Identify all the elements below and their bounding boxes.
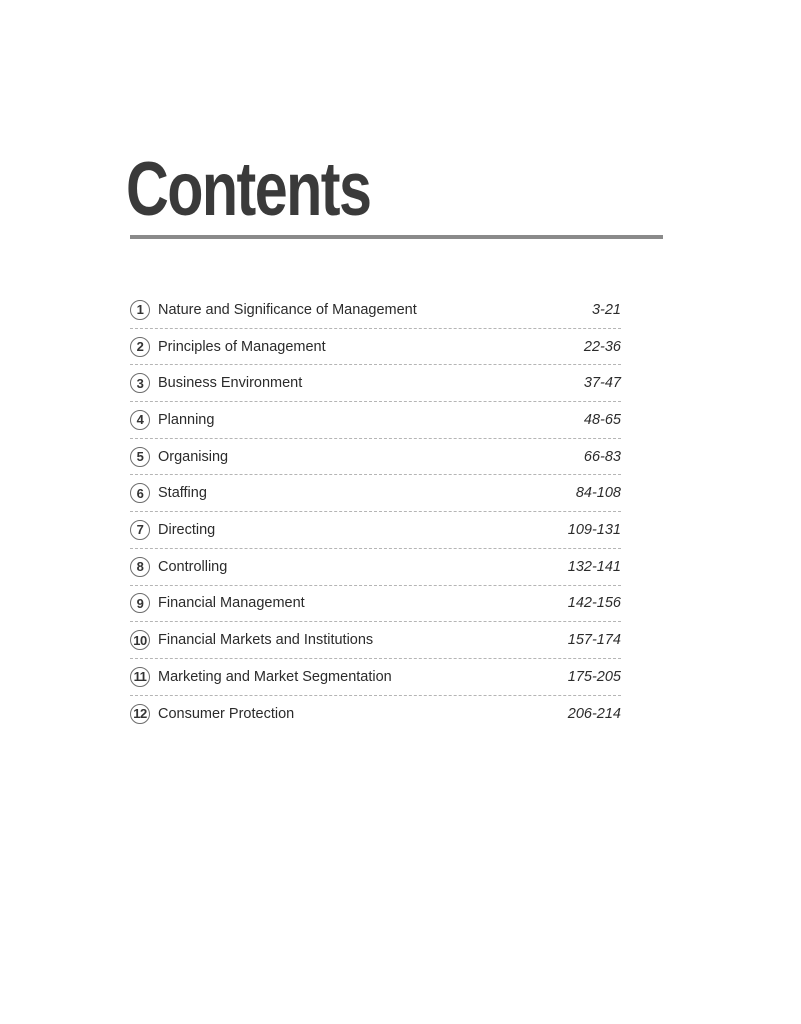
toc-entry-10[interactable] — [130, 622, 621, 659]
page-range: 206-214 — [567, 705, 621, 722]
toc-entry-1[interactable] — [130, 292, 621, 329]
chapter-number-badge: 6 — [130, 483, 150, 503]
page-range: 157-174 — [567, 632, 621, 649]
chapter-number-badge: 11 — [130, 667, 150, 687]
page-range: 175-205 — [567, 668, 621, 685]
toc-entry-8[interactable] — [130, 549, 621, 586]
chapter-title: Business Environment — [158, 375, 303, 392]
chapter-number-badge: 1 — [130, 300, 150, 320]
chapter-number-badge: 5 — [130, 447, 150, 467]
page-range: 48-65 — [583, 411, 621, 428]
page-title: Contents — [126, 147, 371, 232]
toc-entry-3[interactable] — [130, 365, 621, 402]
page-range: 84-108 — [575, 485, 621, 502]
page-range: 142-156 — [567, 595, 621, 612]
toc-entry-12[interactable] — [130, 696, 621, 733]
chapter-title: Principles of Management — [158, 338, 326, 355]
chapter-title: Nature and Significance of Management — [158, 301, 417, 318]
chapter-number-badge: 3 — [130, 373, 150, 393]
chapter-title: Staffing — [158, 485, 207, 502]
toc-entry-7[interactable] — [130, 512, 621, 549]
chapter-title: Financial Management — [158, 595, 305, 612]
chapter-number-badge: 12 — [130, 704, 150, 724]
table-of-contents — [130, 292, 621, 732]
chapter-title: Marketing and Market Segmentation — [158, 668, 392, 685]
page-range: 132-141 — [567, 558, 621, 575]
chapter-title: Organising — [158, 448, 229, 465]
title-rule — [130, 235, 663, 239]
chapter-number-badge: 10 — [130, 630, 150, 650]
toc-entry-4[interactable] — [130, 402, 621, 439]
chapter-title: Planning — [158, 411, 215, 428]
chapter-number-badge: 8 — [130, 557, 150, 577]
chapter-title: Directing — [158, 521, 216, 538]
chapter-title: Financial Markets and Institutions — [158, 632, 374, 649]
chapter-number-badge: 4 — [130, 410, 150, 430]
chapter-number-badge: 2 — [130, 337, 150, 357]
page-range: 109-131 — [567, 521, 621, 538]
toc-entry-5[interactable] — [130, 439, 621, 476]
toc-entry-9[interactable] — [130, 586, 621, 623]
toc-entry-6[interactable] — [130, 475, 621, 512]
toc-entry-2[interactable] — [130, 329, 621, 366]
page-range: 37-47 — [583, 375, 621, 392]
page-range: 3-21 — [591, 301, 621, 318]
page-range: 66-83 — [583, 448, 621, 465]
chapter-number-badge: 7 — [130, 520, 150, 540]
chapter-title: Consumer Protection — [158, 705, 295, 722]
chapter-number-badge: 9 — [130, 593, 150, 613]
chapter-title: Controlling — [158, 558, 228, 575]
toc-entry-11[interactable] — [130, 659, 621, 696]
page-range: 22-36 — [583, 338, 621, 355]
